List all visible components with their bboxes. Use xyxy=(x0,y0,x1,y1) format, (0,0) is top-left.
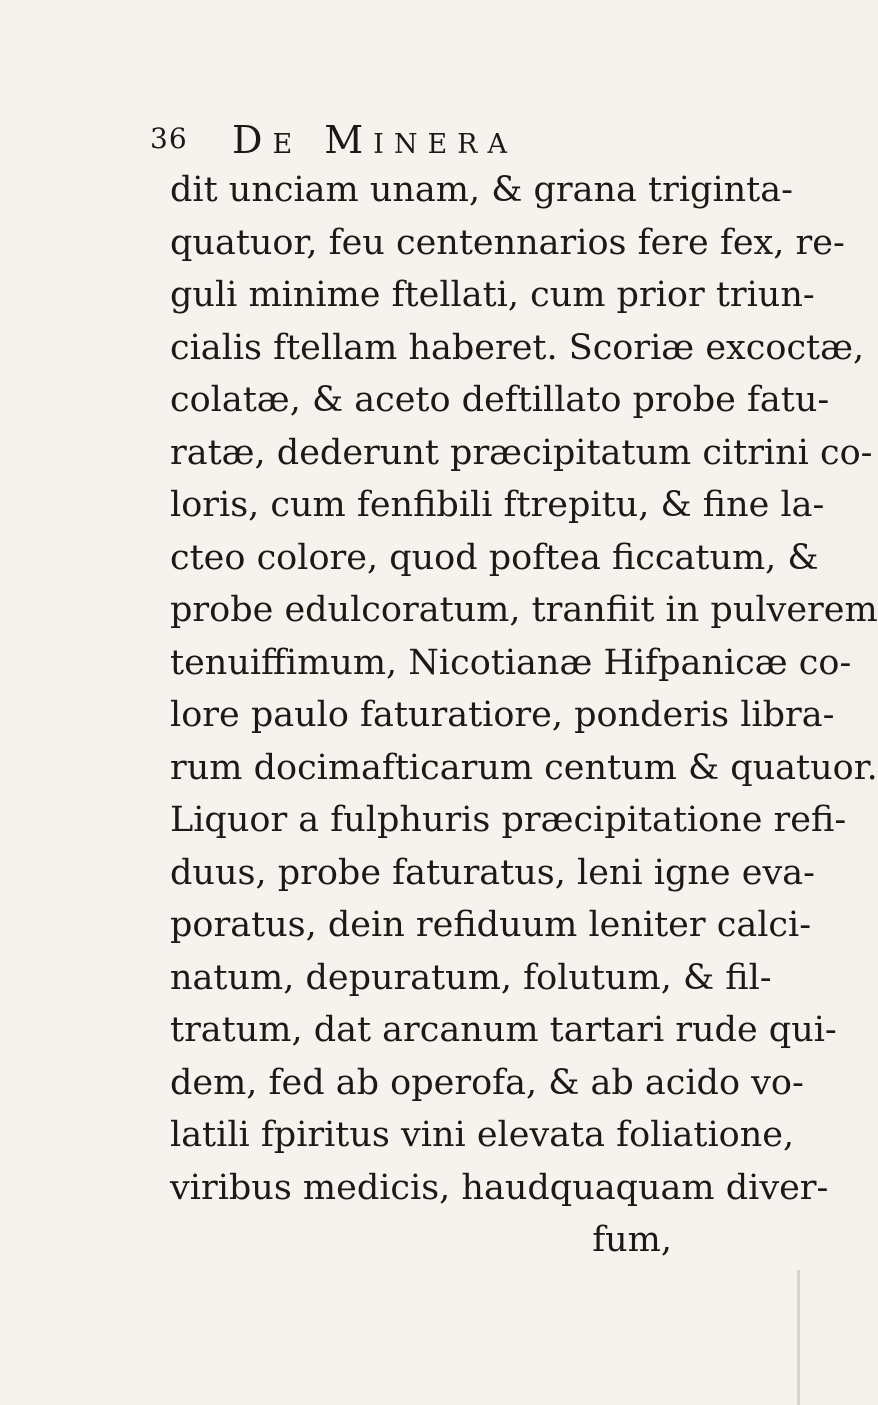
text-line: dem, fed ab operofa, & ab acido vo- xyxy=(170,1062,804,1103)
text-line: rum docimafticarum centum & quatuor. xyxy=(170,747,878,788)
text-line: poratus, dein refiduum leniter calci- xyxy=(170,905,812,945)
text-line: cialis ftellam haberet. Scoriæ excoctæ, xyxy=(170,327,865,368)
text-line-last: fum, xyxy=(592,1220,672,1260)
text-line: viribus medicis, haudquaquam diver- xyxy=(170,1167,829,1208)
text-line: loris, cum fenfibili ftrepitu, & fine la- xyxy=(170,485,825,525)
page-number: 36 xyxy=(150,122,188,155)
text-line: tenuiffimum, Nicotianæ Hifpanicæ co- xyxy=(170,642,852,683)
text-line: colatæ, & aceto deftillato probe fatu- xyxy=(170,380,830,420)
text-line: cteo colore, quod poftea ficcatum, & xyxy=(170,537,819,578)
text-line: lore paulo faturatiore, ponderis libra- xyxy=(170,695,835,735)
text-line: quatuor, feu centennarios fere fex, re- xyxy=(170,222,845,263)
text-line: duus, probe faturatus, leni igne eva- xyxy=(170,852,815,893)
text-line: tratum, dat arcanum tartari rude qui- xyxy=(170,1010,837,1050)
text-line: dit unciam unam, & grana triginta- xyxy=(170,170,793,210)
text-line: probe edulcoratum, tranfiit in pulverem xyxy=(170,590,878,630)
running-title: De Minera xyxy=(232,118,517,162)
page-edge-shadow xyxy=(797,1270,800,1405)
text-line: natum, depuratum, folutum, & fil- xyxy=(170,957,772,998)
text-line: guli minime ftellati, cum prior triun- xyxy=(170,275,815,315)
text-line: Liquor a fulphuris præcipitatione refi- xyxy=(170,800,847,840)
page-header xyxy=(150,118,670,162)
body-text xyxy=(170,164,878,1267)
text-line: latili fpiritus vini elevata foliatione, xyxy=(170,1115,795,1155)
text-line: ratæ, dederunt præcipitatum citrini co- xyxy=(170,432,873,473)
